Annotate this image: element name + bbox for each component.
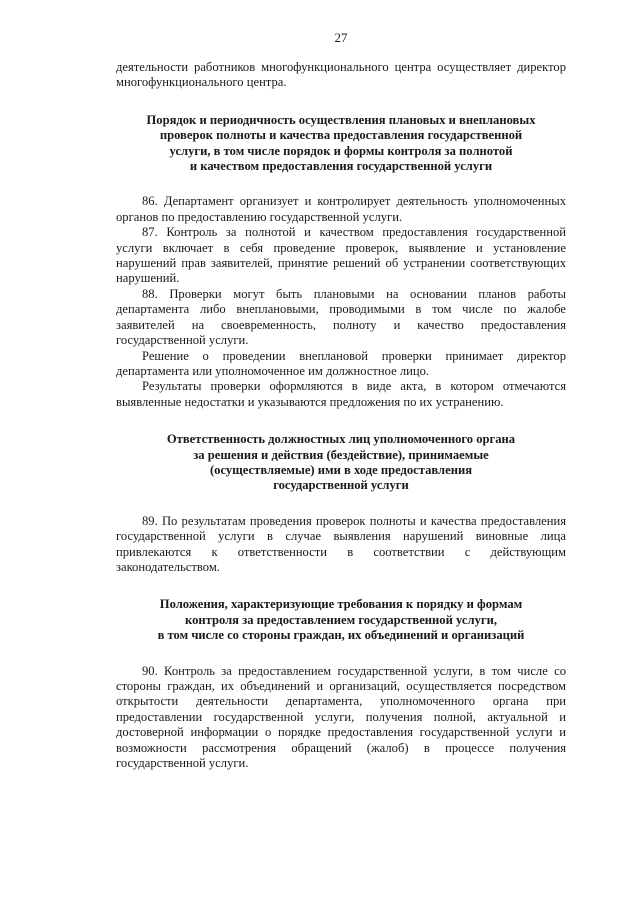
paragraph-86: 86. Департамент организует и контролирует деятельность уполномоченных органов по предоставлению государственной услуги. [116, 194, 566, 224]
paragraph-87: 87. Контроль за полнотой и качеством предоставления государственной услуги включает в себя проведение проверок, выявление и установление нарушений прав заявителей, принятие решений об устранении соответствующих нарушений. [116, 225, 566, 286]
heading-line: Порядок и периодичность осуществления плановых и внеплановых [146, 112, 536, 127]
heading-line: и качеством предоставления государственной услуги [189, 159, 493, 174]
paragraph-90: 90. Контроль за предоставлением государственной услуги, в том числе со стороны граждан, их объединений и организаций, осуществляется посредством открытости деятельности департамента, уполномоченного органа при предоставлении государственной услуги, получения полной, актуальной и достоверной информации о порядке предоставления государственной услуги и возможности рассмотрения обращений (жалоб) в процессе получения государственной услуги. [116, 663, 566, 771]
paragraph-inspection-results: Результаты проверки оформляются в виде акта, в котором отмечаются выявленные недостатки и указываются предложения по их устранению. [116, 379, 566, 409]
heading-line: Ответственность должностных лиц уполномоченного органа [166, 432, 516, 447]
section-inspection-procedure [116, 113, 566, 410]
heading-line: услуги, в том числе порядок и формы контроля за полнотой [169, 143, 513, 158]
heading-line: за решения и действия (бездействие), принимаемые [193, 447, 489, 462]
intro-paragraph: деятельности работников многофункционального центра осуществляет директор многофункционального центра. [116, 60, 566, 90]
paragraph-89: 89. По результатам проведения проверок полноты и качества предоставления государственной услуги в случае выявления нарушений виновные лица привлекаются к ответственности в соответствии с действующим законодательством. [116, 513, 566, 574]
section-heading [116, 432, 566, 494]
paragraph-unscheduled-decision: Решение о проведении внеплановой проверки принимает директор департамента или уполномоченное им должностное лицо. [116, 348, 566, 378]
paragraph-88: 88. Проверки могут быть плановыми на основании планов работы департамента либо внеплановыми, проводимыми в том числе по жалобе заявителей на своевременность, полноту и качество предоставления государственной услуги. [116, 286, 566, 348]
section-heading [116, 113, 566, 175]
heading-line: в том числе со стороны граждан, их объединений и организаций [157, 628, 525, 643]
section-control-requirements [116, 597, 566, 771]
heading-line: контроля за предоставлением государственной услуги, [184, 612, 497, 627]
section-official-responsibility [116, 432, 566, 575]
heading-line: Положения, характеризующие требования к порядку и формам [159, 597, 523, 612]
section-heading [116, 597, 566, 643]
heading-line: государственной услуги [273, 478, 409, 493]
heading-line: проверок полноты и качества предоставления государственной [159, 128, 523, 143]
heading-line: (осуществляемые) ими в ходе предоставления [209, 462, 473, 477]
page-number: 27 [334, 30, 348, 45]
